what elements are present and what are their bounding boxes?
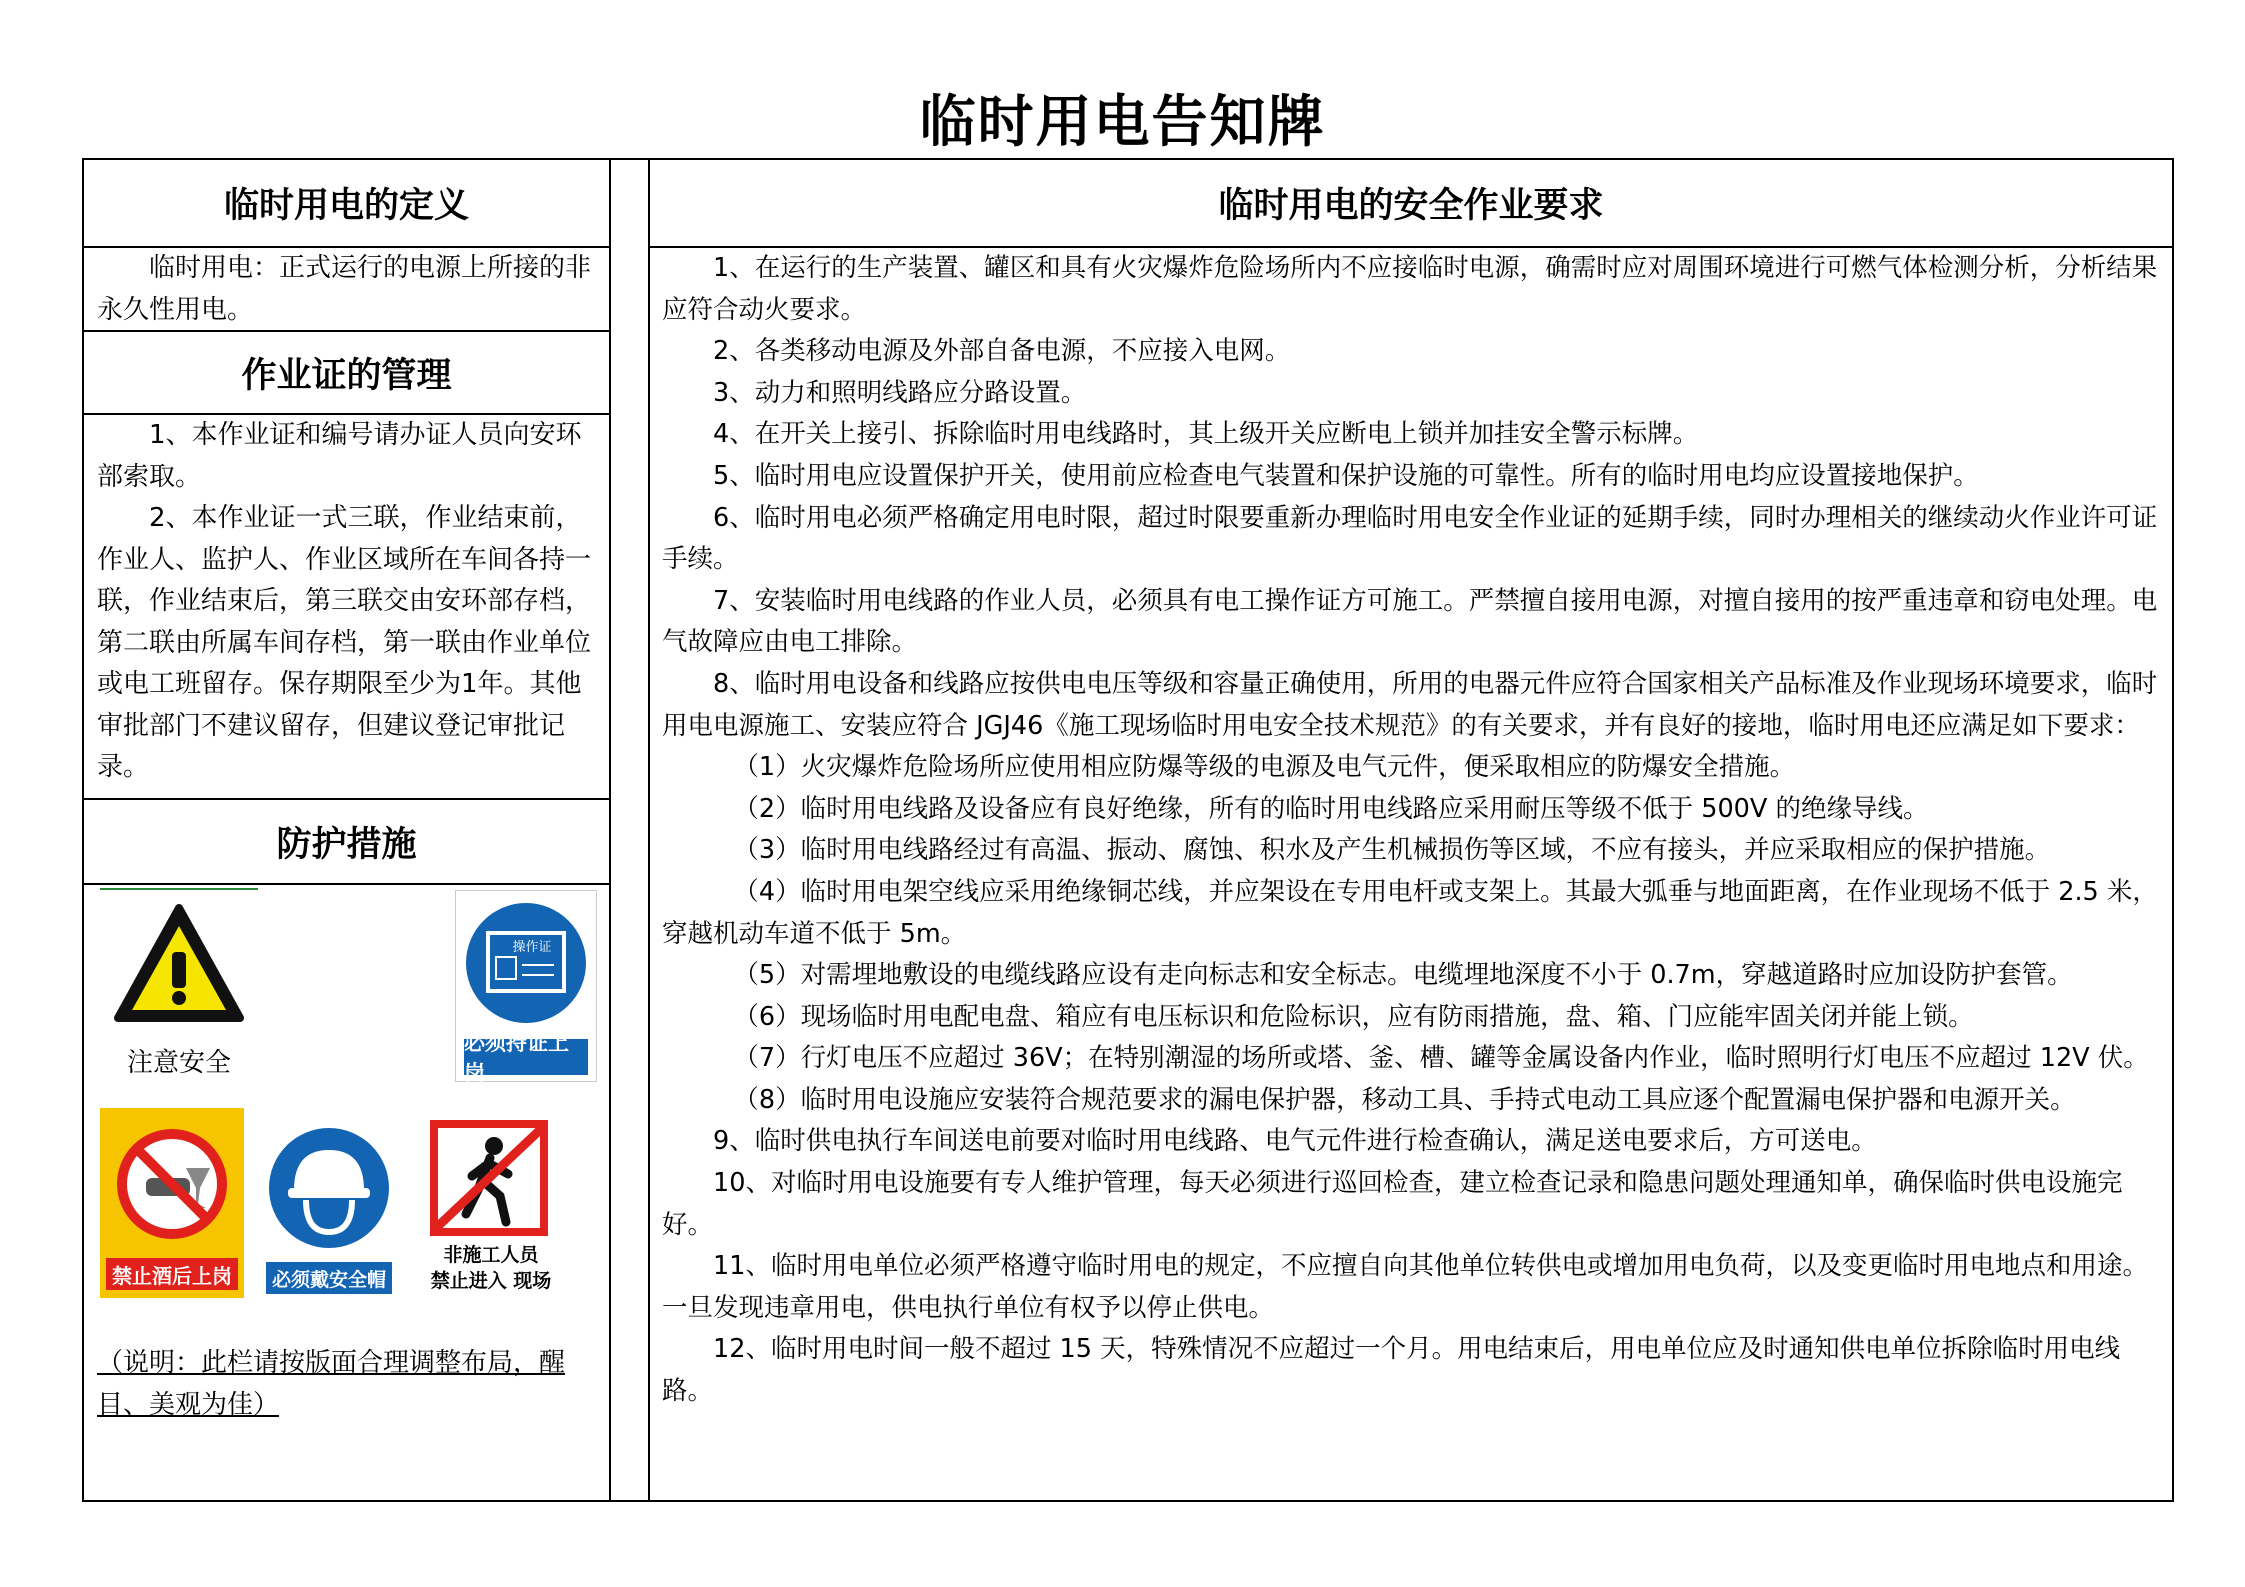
caution-sign-label: 注意安全 — [126, 1048, 231, 1078]
requirement-subitem: （1）火灾爆炸危险场所应使用相应防爆等级的电源及电气元件，便采取相应的防爆安全措施。 — [733, 752, 1796, 783]
no-entry-sign — [416, 1118, 566, 1300]
requirements-heading: 临时用电的安全作业要求 — [1218, 185, 1604, 226]
requirement-subitem: （3）临时用电线路经过有高温、振动、腐蚀、积水及产生机械损伤等区域，不应有接头，并应采取相应的保护措施。 — [733, 835, 2051, 866]
requirement-item: 9、临时供电执行车间送电前要对临时用电线路、电气元件进行检查确认，满足送电要求后，方可送电。 — [713, 1126, 1877, 1157]
certificate-sign — [455, 890, 597, 1085]
requirement-item: 5、临时用电应设置保护开关，使用前应检查电气装置和保护设施的可靠性。所有的临时用电均应设置接地保护。 — [713, 460, 1979, 491]
certificate-sign-label: 必须持证上岗 — [464, 1039, 588, 1075]
layout-note — [97, 1343, 607, 1426]
notice-table — [82, 158, 2174, 1502]
no-entry-label-line1: 非施工人员 — [443, 1244, 539, 1266]
certificate-heading: 作业证的管理 — [241, 354, 452, 396]
column-divider — [648, 160, 650, 1500]
warning-triangle-icon — [100, 890, 258, 1040]
definition-text: 临时用电：正式运行的电源上所接的非永久性用电。 — [97, 253, 592, 325]
definition-heading: 临时用电的定义 — [223, 185, 469, 226]
requirement-item: 3、动力和照明线路应分路设置。 — [713, 377, 1087, 408]
requirements-list — [662, 248, 2158, 1413]
no-drinking-sign-label: 禁止酒后上岗 — [106, 1258, 238, 1290]
requirement-subitem: （2）临时用电线路及设备应有良好绝缘，所有的临时用电线路应采用耐压等级不低于 500V 的绝缘导线。 — [733, 793, 1929, 824]
certificate-item: 1、本作业证和编号请办证人员向安环部索取。 — [97, 420, 582, 492]
layout-note-text: （说明：此栏请按版面合理调整布局，醒目、美观为佳） — [97, 1348, 566, 1420]
requirement-subitem: （8）临时用电设施应安装符合规范要求的漏电保护器，移动工具、手持式电动工具应逐个配置漏电保护器和电源开关。 — [733, 1084, 2076, 1115]
requirement-subitem: （6）现场临时用电配电盘、箱应有电压标识和危险标识，应有防雨措施，盘、箱、门应能牢固关闭并能上锁。 — [733, 1001, 1974, 1032]
no-pedestrian-icon — [416, 1118, 566, 1238]
no-entry-label-line2: 禁止进入 现场 — [430, 1270, 552, 1292]
helmet-sign — [264, 1120, 394, 1300]
requirement-item: 7、安装临时用电线路的作业人员，必须具有电工操作证方可施工。严禁擅自接用电源，对擅自接用的按严重违章和窃电处理。电气故障应由电工排除。 — [662, 585, 2158, 658]
page-title: 临时用电告知牌 — [919, 89, 1326, 155]
requirement-item: 4、在开关上接引、拆除临时用电线路时，其上级开关应断电上锁并加挂安全警示标牌。 — [713, 419, 1699, 450]
requirement-subitem: （5）对需埋地敷设的电缆线路应设有走向标志和安全标志。电缆埋地深度不小于 0.7m，穿越道路时应加设防护套管。 — [733, 960, 2073, 991]
requirement-item: 11、临时用电单位必须严格遵守临时用电的规定，不应擅自向其他单位转供电或增加用电负荷，以及变更临时用电地点和用途。一旦发现违章用电，供电执行单位有权予以停止供电。 — [662, 1251, 2148, 1323]
helmet-sign-label: 必须戴安全帽 — [266, 1262, 392, 1294]
requirement-subitem: （7）行灯电压不应超过 36V；在特别潮湿的场所或塔、釜、槽、罐等金属设备内作业，临时照明行灯电压不应超过 12V 伏。 — [733, 1043, 2149, 1074]
row-divider — [84, 883, 609, 885]
certificate-card-text: 操作证 — [512, 940, 552, 955]
requirement-item: 1、在运行的生产装置、罐区和具有火灾爆炸危险场所内不应接临时电源，确需时应对周围环境进行可燃气体检测分析，分析结果应符合动火要求。 — [662, 253, 2158, 325]
no-alcohol-icon — [100, 1108, 244, 1258]
protection-heading: 防护措施 — [276, 823, 417, 865]
requirement-item: 2、各类移动电源及外部自备电源，不应接入电网。 — [713, 336, 1291, 367]
caution-sign — [100, 888, 258, 1088]
requirement-item: 6、临时用电必须严格确定用电时限，超过时限要重新办理临时用电安全作业证的延期手续，同时办理相关的继续动火作业许可证手续。 — [662, 502, 2158, 575]
requirement-subitem: （4）临时用电架空线应采用绝缘铜芯线，并应架设在专用电杆或支架上。其最大弧垂与地面距离，在作业现场不低于 2.5 米，穿越机动车道不低于 5m。 — [662, 876, 2158, 949]
requirement-item: 8、临时用电设备和线路应按供电电压等级和容量正确使用，所用的电器元件应符合国家相关产品标准及作业现场环境要求，临时用电电源施工、安装应符合 JGJ46《施工现场临时用电安全技术规范》的有关要求，并有良好的接地，临时用电还应满足如下要求： — [662, 668, 2158, 741]
column-divider — [609, 160, 611, 1500]
certificate-item: 2、本作业证一式三联，作业结束前，作业人、监护人、作业区域所在车间各持一联，作业结束后，第三联交由安环部存档，第二联由所属车间存档，第一联由作业单位或电工班留存。保存期限至少为1年。其他审批部门不建议留存，但建议登记审批记录。 — [97, 503, 592, 782]
hard-hat-icon — [264, 1120, 394, 1260]
no-drinking-sign — [100, 1108, 244, 1298]
requirement-item: 10、对临时用电设施要有专人维护管理，每天必须进行巡回检查，建立检查记录和隐患问题处理通知单，确保临时供电设施完好。 — [662, 1168, 2123, 1240]
id-card-icon — [456, 891, 596, 1041]
requirement-item: 12、临时用电时间一般不超过 15 天，特殊情况不应超过一个月。用电结束后，用电单位应及时通知供电单位拆除临时用电线路。 — [662, 1334, 2121, 1407]
